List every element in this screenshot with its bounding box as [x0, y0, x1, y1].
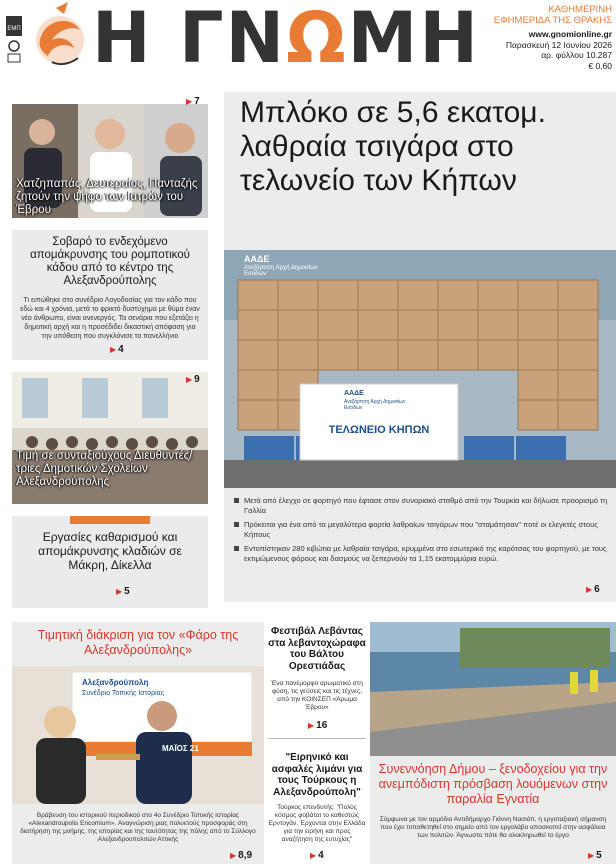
- award-photo: [12, 666, 264, 804]
- orange-accent-bar: [70, 516, 150, 524]
- newspaper-title[interactable]: [92, 0, 480, 79]
- harbor-story[interactable]: [268, 752, 366, 844]
- triangle-icon: ▶: [110, 345, 117, 354]
- triangle-icon: ▶: [308, 721, 315, 730]
- sign-aade-sub: Ανεξάρτητη Αρχή Δημοσίων Εσόδων: [344, 399, 406, 411]
- bottom-left-page-number: 8,9: [238, 850, 253, 861]
- triangle-icon: ▶: [186, 375, 193, 384]
- left-story-1-page-number: 7: [194, 96, 200, 107]
- left-story-4[interactable]: [12, 516, 208, 608]
- main-bullets: [234, 496, 612, 568]
- bottom-left-page[interactable]: [230, 850, 252, 861]
- issue-number: αρ. φύλλου 10.287: [541, 50, 612, 60]
- left-story-1-caption: Χατζηπαπάς, Δευτεραίος, Πανταζής ζητούν την ψήφο των Ιατρών του Έβρου: [16, 178, 198, 216]
- bird-logo-icon: [30, 0, 88, 72]
- main-bullet-2: Πρόκειται για ένα από τα μεγαλύτερα φορτία λαθραίων τσιγάρων που "σταμάτησαν" ποτέ οι ελεγκτές στους Κήπους: [234, 520, 612, 539]
- left-story-2-page-number: 4: [118, 344, 124, 355]
- bottom-right-page-number: 5: [596, 850, 602, 861]
- sign-aade: ΑΑΔΕ: [344, 390, 364, 397]
- left-story-2-body: Τι ειπώθηκε στο συνέδριο Λογοδοσίας για τον κάδο που εδώ και 4 χρόνια, μετά το φρικτό δυστύχημα με θύμα έναν νέο άνθρωπο, είναι ανενεργός. Τα σενάρια που εξετάζει η δημοτική αρχή και η προσέδιδει δικαστική απόφαση για την υπόθεση που συγκλόνισε το πανελλήνιο: [20, 297, 200, 340]
- photo-aade-sublabel: Ανεξάρτητη Αρχή Δημοσίων Εσόδων: [244, 265, 318, 277]
- main-page-number: 6: [594, 584, 600, 595]
- lavender-headline: Φεστιβάλ Λεβάντας στα λεβαντοχώραφα του Βάλτου Ορεστιάδας: [268, 626, 366, 672]
- left-story-3-page-number: 9: [194, 374, 200, 385]
- left-story-3[interactable]: [12, 372, 208, 504]
- bottom-left-headline: Τιμητική διάκριση για τον «Φάρο της Αλεξανδρούπολης»: [37, 628, 239, 657]
- banner-date: ΜΑΪΟΣ 21: [162, 744, 199, 753]
- main-bullet-3: Εντοπίστηκαν 280 κιβώτια με λαθραία τσιγάρα, κρυμμένα στο εσωτερικό της καρότσας του φορτηγού, με τους εκτιμώμενους φόρους και δασμούς να ξεπερνούν τα 1,15 εκατομμύρια ευρώ.: [234, 544, 612, 563]
- left-story-4-headline: Εργασίες καθαρισμού και απομάκρυνσης κλαδιών σε Μάκρη, Δίκελλα: [38, 530, 182, 572]
- side-badge-icon: [4, 6, 26, 68]
- triangle-icon: ▶: [588, 851, 595, 860]
- bottom-right-body: Σύμφωνα με τον αρμόδιο Αντιδήμαρχο Γιάννη Νασιόπ, η εργοταξιακή σήμανση που έχει τοποθετηθεί στο σημείο από τον εργολάβο αποσκοπεί στην ασφάλεια των πολιτών. Άγνωστο πότε θα ολοκληρωθεί το έργο: [379, 816, 607, 839]
- side-badge-text: ΕΜΠ: [7, 26, 21, 32]
- main-headline: Μπλόκο σε 5,6 εκατομ. λαθραία τσιγάρα στο τελωνείο των Κήπων: [240, 96, 546, 197]
- main-bullet-1: Μετά από έλεγχο σε φορτηγό που έφτασε στον συνοριακό σταθμό από την Τουρκία και δήλωσε προορισμό τη Γαλλία: [234, 496, 612, 515]
- title-suffix: ΜΗ: [347, 0, 480, 79]
- harbor-page-number: 4: [318, 850, 324, 861]
- bottom-left-story[interactable]: [12, 622, 264, 864]
- site-link[interactable]: www.gnomionline.gr: [528, 29, 612, 39]
- harbor-page[interactable]: [310, 850, 324, 861]
- left-story-1-page[interactable]: [186, 96, 200, 107]
- triangle-icon: ▶: [310, 851, 317, 860]
- banner-alexandroupoli: Αλεξανδρούπολη: [82, 678, 149, 687]
- harbor-headline: "Ειρηνικό και ασφαλές λιμάνι για τους Τούρκους η Αλεξανδρούπολη": [271, 752, 363, 798]
- bottom-right-page[interactable]: [588, 850, 602, 861]
- left-story-3-page[interactable]: [186, 374, 200, 385]
- bottom-left-body: Βράβευση του ιστορικού περιοδικού στο 4ο Συνέδριο Τοπικής Ιστορίας «Alexandroupolis Encomium». Αναγνώριση μιας πολυετούς προσφοράς στη διατήρηση της μνήμης, της ιστορίας και της ταυτότητας της πόλης από το Σύλλογο Αλεξανδρουπολιτών Αττικής: [20, 812, 256, 843]
- left-story-4-page[interactable]: [116, 586, 130, 597]
- photo-aade-label: ΑΑΔΕ: [244, 254, 270, 264]
- beach-works-photo: [370, 622, 616, 756]
- left-story-3-caption: Τιμή σε συνταξιούχους Διευθυντές/τριες Δημοτικών Σχολείων Αλεξανδρούπολης: [16, 450, 193, 488]
- title-prefix: Η ΓΝ: [92, 0, 287, 79]
- masthead: [0, 0, 616, 80]
- bottom-mid-stories: [268, 622, 366, 864]
- issue-date: Παρασκευή 12 Ιουνίου 2026: [505, 39, 612, 50]
- main-story[interactable]: [224, 92, 616, 602]
- sign-customs-kipi: ΤΕΛΩΝΕΙΟ ΚΗΠΩΝ: [328, 424, 430, 436]
- side-badge: [4, 6, 26, 68]
- bottom-right-headline: Συνεννόηση Δήμου – ξενοδοχείου για την ανεμπόδιστη πρόσβαση λουόμενων στην παραλία Εγνατία: [378, 762, 608, 806]
- tagline-line2: ΕΦΗΜΕΡΙΔΑ ΤΗΣ ΘΡΑΚΗΣ: [493, 15, 612, 26]
- triangle-icon: ▶: [586, 585, 593, 594]
- lavender-story[interactable]: [268, 626, 366, 712]
- lavender-page[interactable]: [308, 720, 327, 731]
- customs-photo: [224, 250, 616, 488]
- tagline-line1: ΚΑΘΗΜΕΡΙΝΗ: [548, 4, 612, 15]
- title-omega: Ω: [286, 0, 348, 79]
- harbor-body: Τούρκος επενδυτής: "Πολύς κόσμος φοβάται το καθεστώς Ερντογάν. Έρχονται στην Ελλάδα για την ειρήνη και προς αναζήτηση της ευτυχίας": [268, 804, 366, 843]
- lavender-page-number: 16: [316, 720, 328, 731]
- publication-info: [494, 4, 612, 71]
- triangle-icon: ▶: [186, 97, 193, 106]
- triangle-icon: ▶: [116, 587, 123, 596]
- bottom-right-story[interactable]: [370, 622, 616, 864]
- left-story-2-headline: Σοβαρό το ενδεχόμενο απομάκρυνσης του ρομποτικού κάδου από το κέντρο της Αλεξανδρούπολης: [30, 236, 190, 287]
- lavender-body: Ένα πανέμορφο αρωματικό στη φύση, τις γεύσεις και τις τέχνες, από την ΚΟΙΝΣΕΠ «Άρωμα Έβρου»: [271, 680, 363, 711]
- triangle-icon: ▶: [230, 851, 237, 860]
- left-story-2-page[interactable]: [110, 344, 124, 355]
- left-story-2[interactable]: [12, 230, 208, 360]
- left-story-4-page-number: 5: [124, 586, 130, 597]
- left-story-1[interactable]: [12, 104, 208, 218]
- issue-price: € 0,60: [588, 60, 612, 71]
- banner-conference: Συνέδριο Τοπικής Ιστορίας: [82, 690, 165, 697]
- divider: [268, 738, 366, 739]
- main-page[interactable]: [586, 584, 600, 595]
